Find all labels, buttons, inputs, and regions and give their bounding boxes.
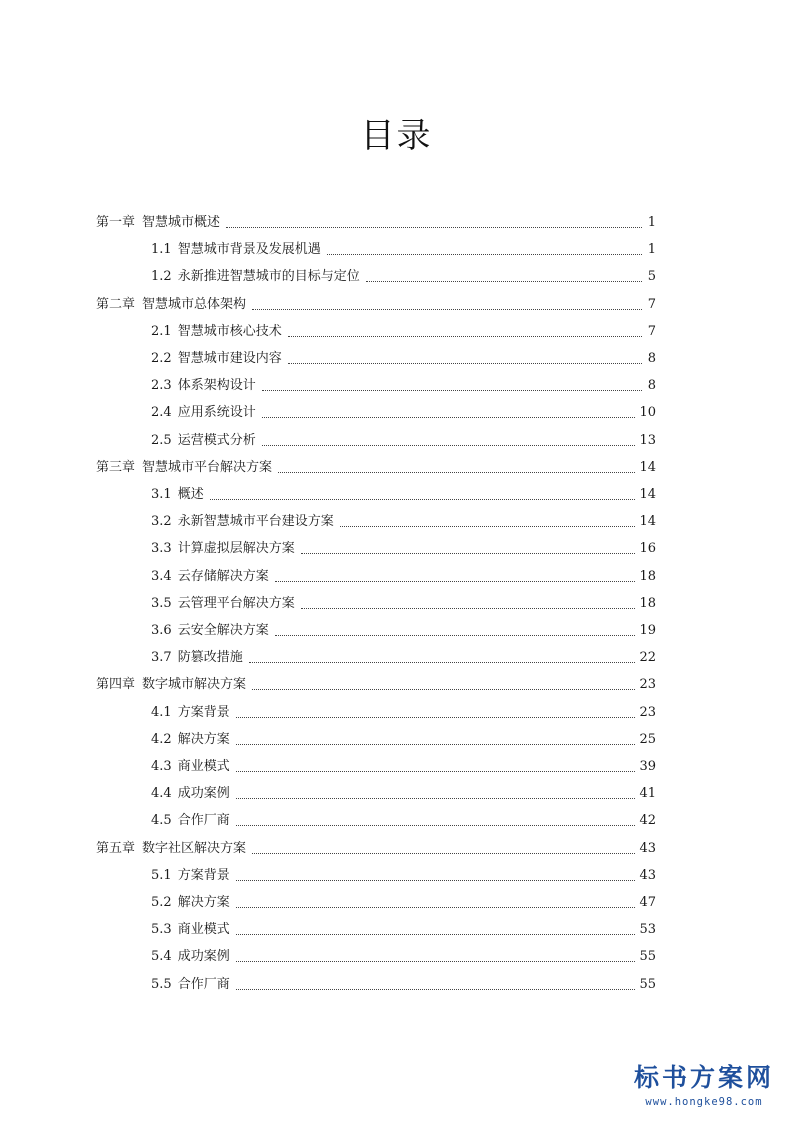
toc-entry-title: 体系架构设计 — [177, 378, 256, 394]
toc-entry-number: 第二章 — [96, 296, 136, 312]
toc-page-number: 55 — [639, 949, 656, 965]
toc-entry-title: 运营模式分析 — [177, 432, 256, 448]
toc-page-number: 7 — [647, 296, 656, 312]
toc-entry-title: 合作厂商 — [177, 813, 230, 829]
toc-entry-number: 3.1 — [151, 487, 172, 502]
toc-section-entry[interactable] — [151, 237, 656, 259]
toc-entry-number: 5.5 — [151, 976, 172, 992]
toc-section-entry[interactable] — [151, 727, 656, 749]
toc-dot-leader — [366, 280, 642, 282]
toc-dot-leader — [262, 389, 642, 391]
toc-page-number: 19 — [639, 623, 656, 638]
toc-entry-number: 3.7 — [151, 650, 172, 666]
toc-section-entry[interactable] — [151, 536, 656, 558]
toc-page-number: 8 — [647, 378, 656, 394]
toc-section-entry[interactable] — [151, 564, 656, 586]
toc-entry-number: 第四章 — [96, 677, 136, 693]
toc-entry-number: 4.2 — [151, 731, 172, 747]
toc-entry-title: 智慧城市总体架构 — [142, 296, 247, 312]
toc-entry-title: 云管理平台解决方案 — [177, 595, 295, 611]
toc-section-entry[interactable] — [151, 400, 656, 422]
toc-page-number: 22 — [639, 650, 656, 666]
toc-page-number: 43 — [639, 867, 656, 883]
toc-dot-leader — [275, 580, 636, 582]
toc-entry-title: 智慧城市背景及发展机遇 — [177, 242, 321, 258]
toc-dot-leader — [236, 879, 636, 881]
toc-entry-title: 商业模式 — [177, 922, 230, 938]
toc-section-entry[interactable] — [151, 428, 656, 450]
toc-page-number: 13 — [639, 432, 656, 448]
toc-dot-leader — [301, 607, 636, 609]
toc-entry-title: 方案背景 — [177, 704, 230, 720]
toc-entry-title: 永新推进智慧城市的目标与定位 — [177, 269, 360, 285]
toc-page-number: 18 — [639, 595, 656, 611]
toc-dot-leader — [236, 933, 636, 935]
toc-entry-title: 智慧城市核心技术 — [177, 323, 282, 339]
watermark-logo-text: 标书方案网 — [633, 1063, 774, 1092]
toc-dot-leader — [301, 552, 636, 554]
toc-page-number: 25 — [639, 731, 656, 747]
toc-entry-number: 2.1 — [151, 323, 172, 339]
toc-page-number: 14 — [639, 459, 656, 475]
toc-entry-number: 3.2 — [151, 514, 172, 530]
toc-entry-title: 合作厂商 — [177, 976, 230, 992]
toc-entry-title: 云存储解决方案 — [177, 568, 269, 584]
page-title: 目录 — [360, 116, 433, 156]
toc-entry-title: 解决方案 — [177, 895, 230, 910]
toc-dot-leader — [262, 444, 636, 446]
toc-chapter-entry[interactable] — [96, 836, 656, 858]
toc-dot-leader — [226, 226, 642, 228]
toc-dot-leader — [236, 716, 636, 718]
toc-page-number: 1 — [647, 215, 656, 230]
toc-section-entry[interactable] — [151, 264, 656, 286]
toc-dot-leader — [278, 471, 635, 473]
toc-entry-title: 成功案例 — [177, 949, 230, 965]
toc-entry-title: 智慧城市建设内容 — [177, 351, 282, 366]
toc-page-number: 14 — [639, 487, 656, 502]
toc-chapter-entry[interactable] — [96, 210, 656, 232]
toc-dot-leader — [262, 416, 636, 418]
toc-entry-number: 2.3 — [151, 378, 172, 394]
toc-dot-leader — [327, 253, 642, 255]
toc-page-number: 8 — [647, 351, 656, 366]
toc-page-number: 5 — [647, 269, 656, 285]
toc-entry-title: 云安全解决方案 — [177, 623, 269, 638]
toc-chapter-entry[interactable] — [96, 455, 656, 477]
toc-entry-number: 5.1 — [151, 867, 172, 883]
toc-entry-title: 智慧城市平台解决方案 — [142, 459, 273, 475]
toc-section-entry[interactable] — [151, 917, 656, 939]
toc-section-entry[interactable] — [151, 319, 656, 341]
toc-entry-title: 方案背景 — [177, 867, 230, 883]
toc-dot-leader — [288, 362, 642, 364]
toc-entry-number: 3.4 — [151, 568, 172, 584]
toc-section-entry[interactable] — [151, 482, 656, 504]
toc-entry-title: 智慧城市概述 — [142, 215, 221, 230]
toc-page-number: 47 — [639, 895, 656, 910]
toc-entry-title: 防篡改措施 — [177, 650, 243, 666]
toc-dot-leader — [252, 308, 642, 310]
toc-section-entry[interactable] — [151, 754, 656, 776]
toc-entry-title: 商业模式 — [177, 759, 230, 774]
toc-page-number: 53 — [639, 922, 656, 938]
toc-entry-title: 成功案例 — [177, 786, 230, 802]
toc-entry-number: 2.5 — [151, 432, 172, 448]
toc-dot-leader — [275, 634, 636, 636]
toc-page-number: 43 — [639, 840, 656, 856]
toc-entry-number: 3.5 — [151, 595, 172, 611]
toc-section-entry[interactable] — [151, 700, 656, 722]
toc-section-entry[interactable] — [151, 373, 656, 395]
toc-entry-number: 5.4 — [151, 949, 172, 965]
toc-section-entry[interactable] — [151, 346, 656, 368]
toc-entry-number: 第五章 — [96, 840, 136, 856]
toc-entry-number: 2.4 — [151, 405, 172, 421]
toc-dot-leader — [236, 960, 636, 962]
toc-dot-leader — [210, 498, 636, 500]
toc-page-number: 10 — [639, 405, 656, 421]
toc-chapter-entry[interactable] — [96, 292, 656, 314]
toc-dot-leader — [236, 770, 636, 772]
toc-dot-leader — [288, 335, 642, 337]
toc-entry-number: 第三章 — [96, 459, 136, 475]
site-watermark — [629, 1063, 779, 1109]
toc-section-entry[interactable] — [151, 972, 656, 994]
toc-dot-leader — [236, 824, 636, 826]
toc-page-number: 39 — [639, 759, 656, 774]
toc-section-entry[interactable] — [151, 808, 656, 830]
toc-section-entry[interactable] — [151, 863, 656, 885]
toc-page-number: 42 — [639, 813, 656, 829]
toc-entry-title: 计算虚拟层解决方案 — [177, 541, 295, 557]
toc-dot-leader — [252, 688, 635, 690]
toc-entry-number: 第一章 — [96, 215, 136, 230]
toc-page-number: 55 — [639, 976, 656, 992]
toc-dot-leader — [236, 797, 636, 799]
toc-dot-leader — [236, 988, 636, 990]
toc-page-number: 14 — [639, 514, 656, 530]
toc-section-entry[interactable] — [151, 509, 656, 531]
toc-section-entry[interactable] — [151, 591, 656, 613]
toc-entry-number: 5.3 — [151, 922, 172, 938]
toc-entry-title: 数字城市解决方案 — [142, 677, 247, 693]
toc-dot-leader — [340, 525, 636, 527]
toc-entry-title: 永新智慧城市平台建设方案 — [177, 514, 334, 530]
toc-entry-number: 4.4 — [151, 786, 172, 802]
toc-entry-title: 应用系统设计 — [177, 405, 256, 421]
toc-page-number: 23 — [639, 704, 656, 720]
toc-page-number: 1 — [647, 242, 656, 258]
toc-dot-leader — [249, 661, 636, 663]
watermark-url: www.hongke98.com — [645, 1096, 763, 1108]
toc-entry-title: 数字社区解决方案 — [142, 840, 247, 856]
toc-section-entry[interactable] — [151, 890, 656, 912]
toc-page-number: 16 — [639, 541, 656, 557]
toc-entry-number: 3.3 — [151, 541, 172, 557]
toc-entry-title: 概述 — [177, 487, 204, 502]
toc-page-number: 23 — [639, 677, 656, 693]
toc-entry-number: 1.2 — [151, 269, 172, 285]
toc-dot-leader — [236, 743, 636, 745]
toc-section-entry[interactable] — [151, 618, 656, 640]
toc-page-number: 41 — [639, 786, 656, 802]
toc-entry-number: 4.1 — [151, 704, 172, 720]
toc-entry-title: 解决方案 — [177, 731, 230, 747]
toc-dot-leader — [236, 906, 636, 908]
toc-section-entry[interactable] — [151, 645, 656, 667]
toc-section-entry[interactable] — [151, 781, 656, 803]
toc-entry-number: 4.5 — [151, 813, 172, 829]
toc-entry-number: 1.1 — [151, 242, 172, 258]
toc-page-number: 18 — [639, 568, 656, 584]
toc-entry-number: 3.6 — [151, 623, 172, 638]
toc-chapter-entry[interactable] — [96, 672, 656, 694]
toc-entry-number: 4.3 — [151, 759, 172, 774]
toc-entry-number: 2.2 — [151, 351, 172, 366]
toc-entry-number: 5.2 — [151, 895, 172, 910]
toc-dot-leader — [252, 852, 635, 854]
toc-page-number: 7 — [647, 323, 656, 339]
toc-section-entry[interactable] — [151, 944, 656, 966]
